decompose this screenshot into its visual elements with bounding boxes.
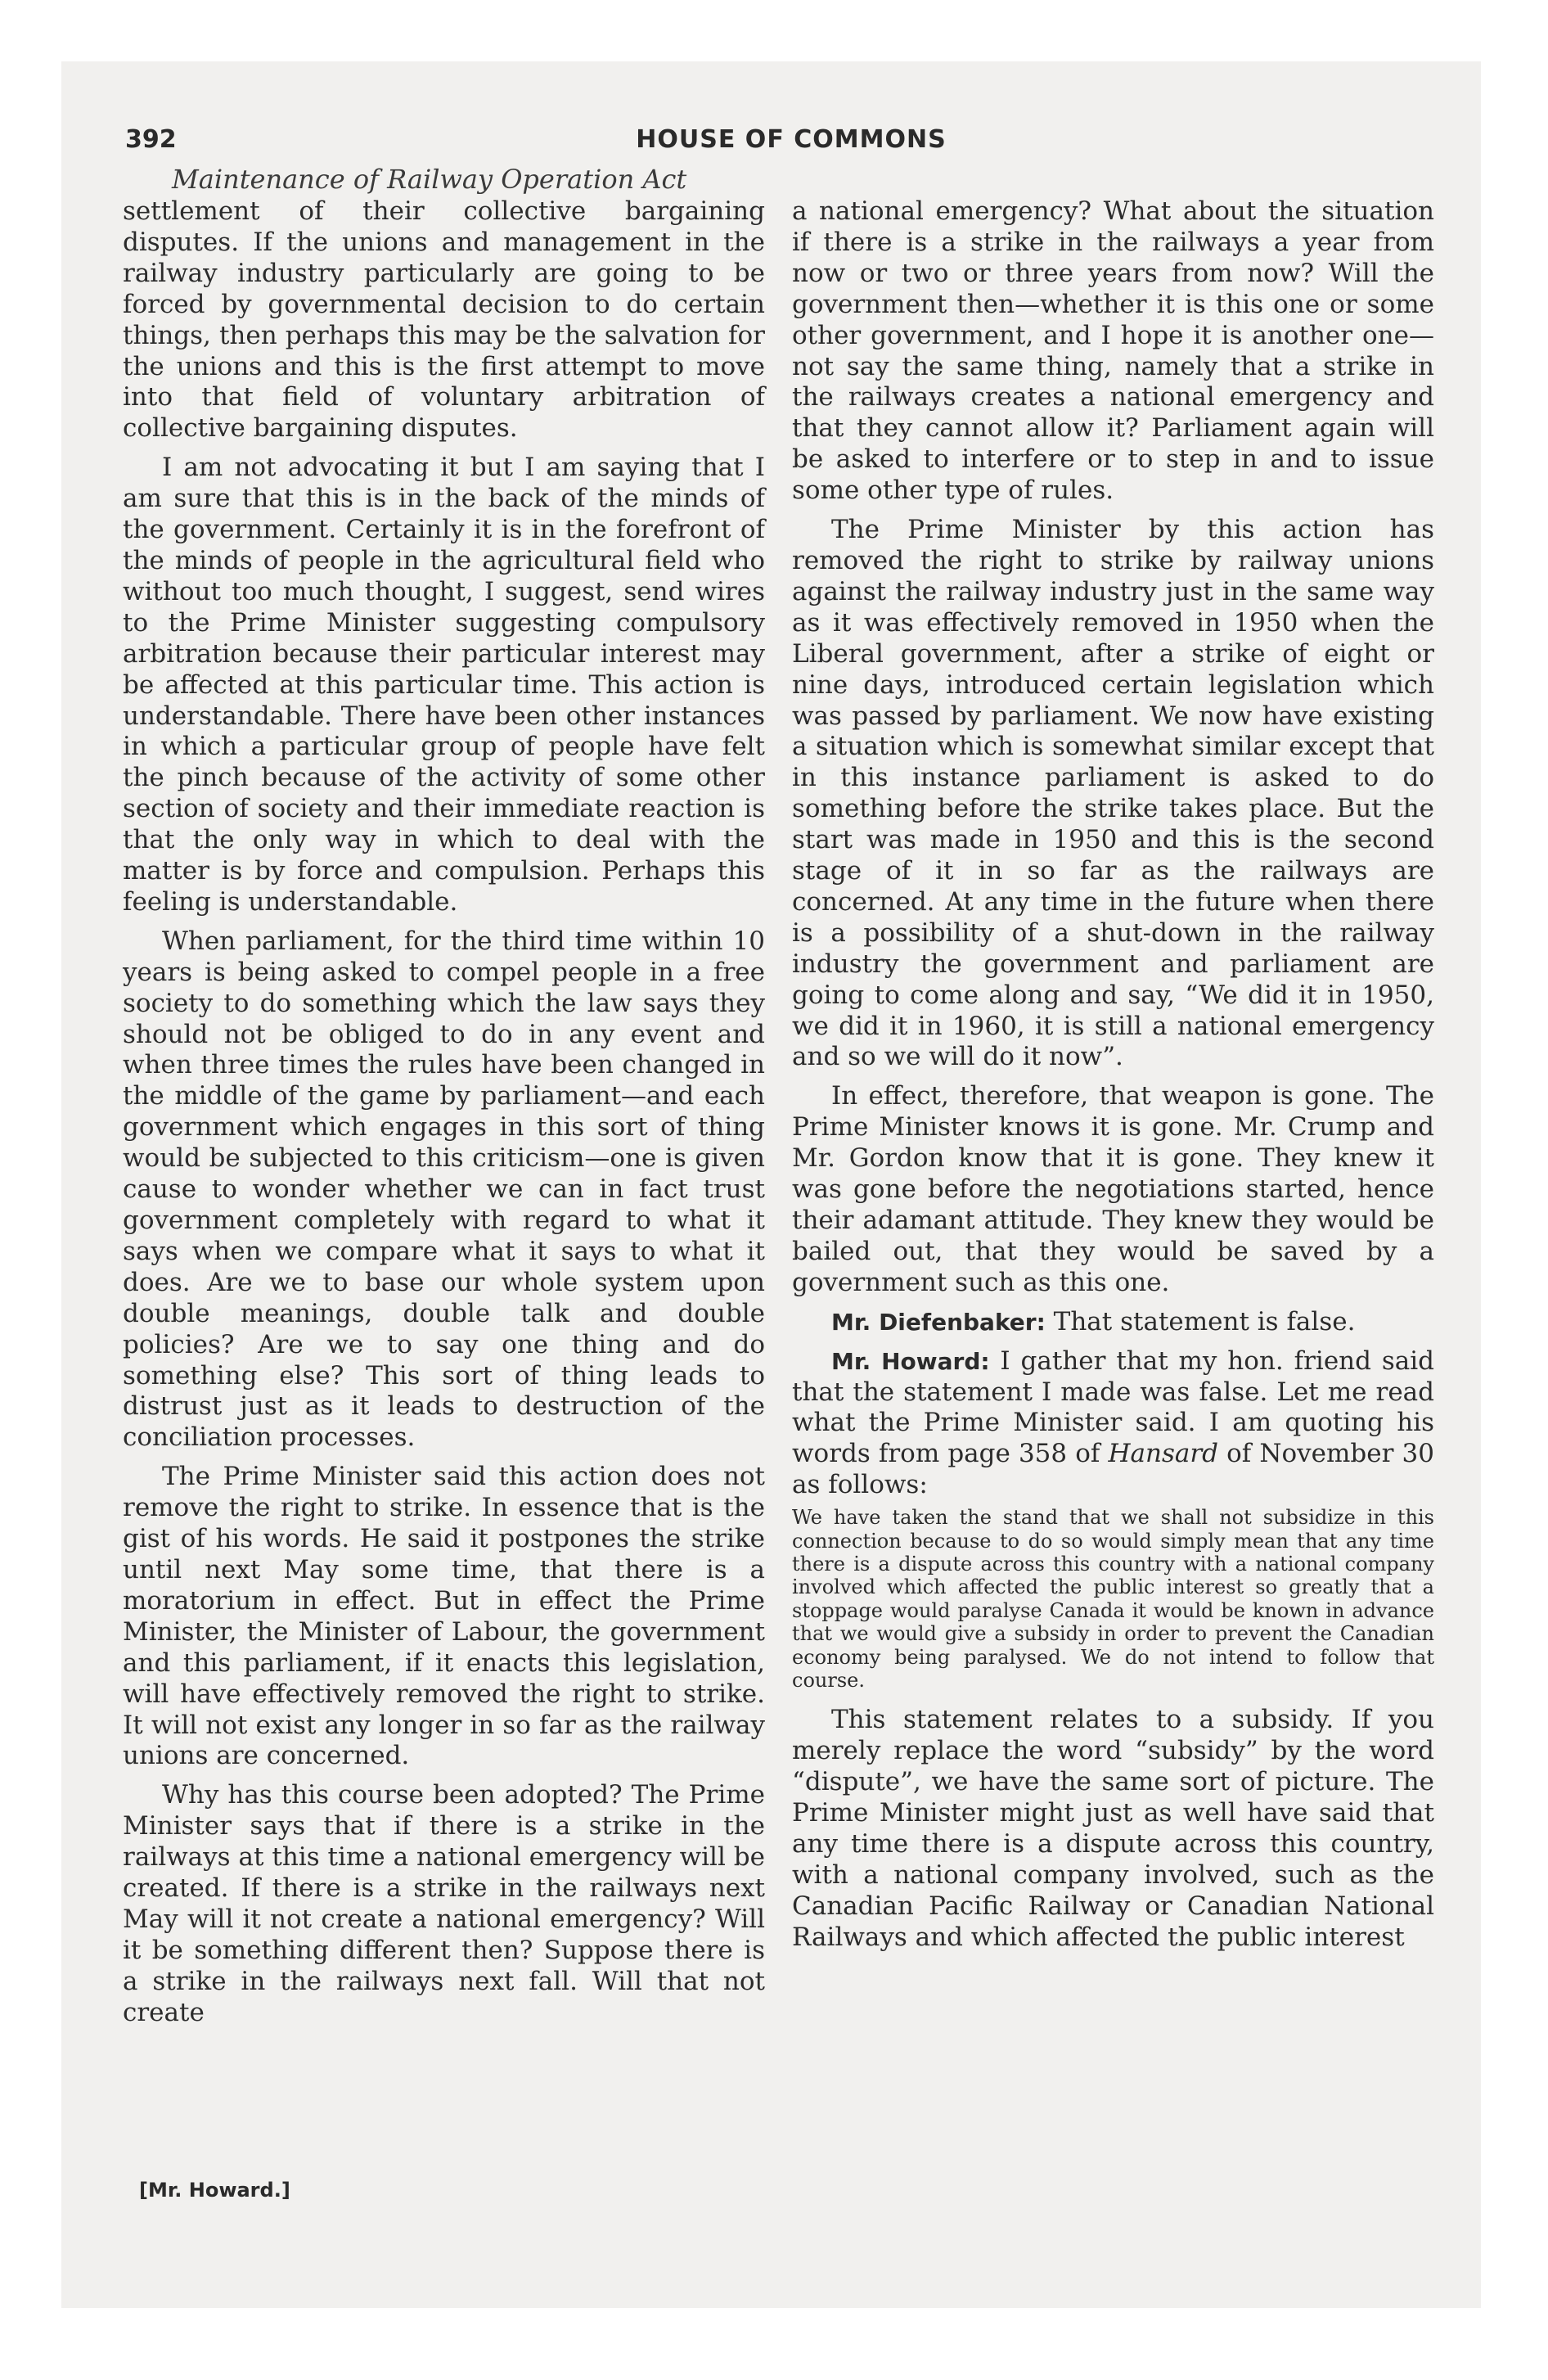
paragraph: The Prime Minister said this action does not remove the right to strike. In essence that is the gist of his words. He said it postpones the strike until next May some time, that there is a moratorium in effect. But in effect the Prime Minister, the Minister of Labour, the government and this parliament, if it enacts this legislation, will have effectively removed the right to strike. It will not exist any longer in so far as the railway unions are concerned. <box>123 1462 765 1771</box>
paragraph: When parliament, for the third time within 10 years is being asked to compel people in a free society to do something which the law says they should not be obliged to do in any event and when three times the rules have been changed in the middle of the game by parliament—and each government which engages in this sort of thing would be subjected to this criticism—one is given cause to wonder whether we can in fact trust government completely with regard to what it says when we compare what it says to what it does. Are we to base our whole system upon double meanings, double talk and double policies? Are we to say one thing and do something else? This sort of thing leads to distrust just as it leads to destruction of the conciliation processes. <box>123 926 765 1453</box>
running-head: HOUSE OF COMMONS <box>636 125 947 154</box>
block-quote: We have taken the stand that we shall not subsidize in this connection because to do so would simply mean that any time there is a dispute across this country with a national company involved which affected the public interest so greatly that a stoppage would paralyse Canada it would be known in advance that we would give a subsidy in order to prevent the Canadian economy being paralysed. We do not intend to follow that course. <box>792 1506 1434 1692</box>
paragraph: I am not advocating it but I am saying that I am sure that this is in the back of the minds of the government. Certainly it is in the forefront of the minds of people in the agricultural field who without too much thought, I suggest, send wires to the Prime Minister suggesting compulsory arbitration because their particular interest may be affected at this particular time. This action is understandable. There have been other instances in which a particular group of people have felt the pinch because of the activity of some other section of society and their immediate reaction is that the only way in which to deal with the matter is by force and compulsion. Perhaps this feeling is understandable. <box>123 453 765 917</box>
paragraph: a national emergency? What about the situation if there is a strike in the railways a year from now or two or three years from now? Will the government then—whether it is this one or some other government, and I hope it is another one—not say the same thing, namely that a strike in the railways creates a national emergency and that they cannot allow it? Parliament again will be asked to interfere or to step in and to issue some other type of rules. <box>792 196 1434 506</box>
paragraph: Why has this course been adopted? The Prime Minister says that if there is a strike in the railways at this time a national emergency will be created. If there is a strike in the railways next May will it not create a national emergency? Will it be something different then? Suppose there is a strike in the railways next fall. Will that not create <box>123 1780 765 2027</box>
paragraph: This statement relates to a subsidy. If you merely replace the word “subsidy” by the word “dispute”, we have the same sort of picture. The Prime Minister might just as well have said that any time there is a dispute across this country, with a national company involved, such as the Canadian Pacific Railway or Canadian National Railways and which affected the public interest <box>792 1705 1434 1952</box>
speaker-attribution: [Mr. Howard.] <box>139 2179 290 2202</box>
speaker-name: Mr. Diefenbaker: <box>831 1308 1046 1336</box>
speaker-name: Mr. Howard: <box>831 1347 990 1375</box>
speech-text: of November 30 as follows: <box>792 1439 1434 1500</box>
paragraph: In effect, therefore, that weapon is gone. The Prime Minister knows it is gone. Mr. Crump and Mr. Gordon know that it is gone. They knew it was gone before the negotiations started, hence their adamant attitude. They knew they would be bailed out, that they would be saved by a government such as this one. <box>792 1081 1434 1297</box>
speech-text: I gather that my hon. friend said that the statement I made was false. Let me read what the Prime Minister said. I am quoting his words from page 358 of <box>792 1346 1434 1469</box>
paragraph: The Prime Minister by this action has removed the right to strike by railway unions against the railway industry just in the same way as it was effectively removed in 1950 when the Liberal government, after a strike of eight or nine days, introduced certain legislation which was passed by parliament. We now have existing a situation which is somewhat similar except that in this instance parliament is asked to do something before the strike takes place. But the start was made in 1950 and this is the second stage of it in so far as the railways are concerned. At any time in the future when there is a possibility of a shut-down in the railway industry the government and parliament are going to come along and say, “We did it in 1950, we did it in 1960, it is still a national emergency and so we will do it now”. <box>792 515 1434 1072</box>
left-column <box>123 196 765 2029</box>
page-header <box>125 125 1457 163</box>
hansard-title: Hansard <box>1108 1439 1219 1469</box>
page-number: 392 <box>125 125 177 154</box>
speech-text: That statement is false. <box>1045 1306 1356 1336</box>
speech-howard <box>792 1346 1434 1502</box>
paragraph: settlement of their collective bargaining disputes. If the unions and management in the railway industry particularly are going to be forced by governmental decision to do certain things, then perhaps this may be the salvation for the unions and this is the first attempt to move into that field of voluntary arbitration of collective bargaining disputes. <box>123 196 765 444</box>
right-column <box>792 196 1434 1954</box>
speech-diefenbaker <box>792 1307 1434 1338</box>
section-title: Maintenance of Railway Operation Act <box>172 164 687 195</box>
